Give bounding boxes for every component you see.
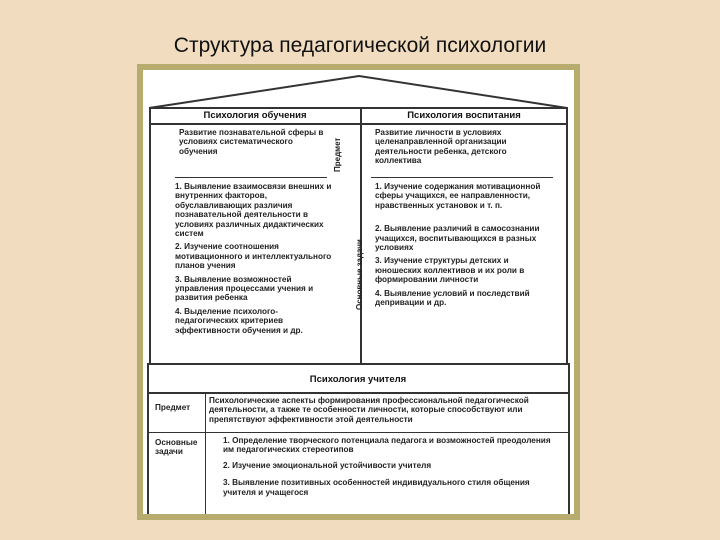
upbringing-task-3: 3. Изучение структуры детских и юношеских коллективов и их роли в формировании личности <box>375 256 525 285</box>
teacher-subject-label: Предмет <box>155 403 191 412</box>
learning-tasks <box>175 182 333 339</box>
upbringing-subject-divider <box>371 177 553 178</box>
teacher-row-divider <box>147 432 569 433</box>
learning-subject: Развитие познавательной сферы в условиях систематического обучения <box>179 128 324 156</box>
left-border <box>149 107 151 363</box>
upbringing-tasks <box>375 182 551 311</box>
slide-title: Структура педагогической психологии <box>173 34 547 57</box>
teacher-header-line <box>147 392 569 394</box>
diagram-sheet <box>143 70 574 514</box>
upbringing-task-2: 2. Выявление различий в самосознании учащихся, воспитывающихся в разных условиях <box>375 224 540 253</box>
header-teacher: Психология учителя <box>309 374 407 385</box>
teacher-top-line <box>147 363 569 365</box>
teacher-subject: Психологические аспекты формирования профессиональной педагогической деятельности, а также те особенности личности, которые способствуют или препятствуют эффективности этой деятельности <box>209 396 529 424</box>
learning-task-4: 4. Выделение психолого-педагогических критериев эффективности обучения и др. <box>175 306 303 335</box>
learning-subject-divider <box>175 177 327 178</box>
header-learning: Психология обучения <box>203 110 307 121</box>
upbringing-task-1: 1. Изучение содержания мотивационной сферы учащихся, ее направленности, нравственных установок и т. п. <box>375 182 541 210</box>
header-upbringing: Психология воспитания <box>407 110 521 121</box>
teacher-left-border <box>147 363 149 514</box>
label-tasks: Основные задачи <box>355 239 364 310</box>
teacher-tasks <box>223 436 563 501</box>
upbringing-task-4: 4. Выявление условий и последствий депривации и др. <box>375 288 530 308</box>
upbringing-subject: Развитие личности в условиях целенаправленной организации деятельности ребенка, детского коллектива <box>375 128 507 166</box>
teacher-task-2: 2. Изучение эмоциональной устойчивости учителя <box>223 460 432 470</box>
teacher-task-1: 1. Определение творческого потенциала педагога и возможностей преодоления им педагогических стереотипов <box>223 436 551 455</box>
label-subject: Предмет <box>333 137 342 172</box>
teacher-right-border <box>568 363 570 514</box>
learning-task-3: 3. Выявление возможностей управления процессами учения и развития ребенка <box>175 274 314 303</box>
column-divider <box>360 107 362 363</box>
teacher-tasks-label: Основные задачи <box>155 438 198 457</box>
learning-task-2: 2. Изучение соотношения мотивационного и интеллектуального планов учения <box>175 242 332 271</box>
teacher-task-3: 3. Выявление позитивных особенностей индивидуального стиля общения учителя и учащегося <box>223 478 530 497</box>
header-top-line <box>149 107 567 109</box>
header-bottom-line <box>149 123 567 125</box>
teacher-label-divider <box>205 393 206 514</box>
right-border <box>566 107 568 363</box>
learning-task-1: 1. Выявление взаимосвязи внешних и внутренних факторов, обуславливающих различия познавательной деятельности в условиях различных дидактических систем <box>175 182 332 239</box>
